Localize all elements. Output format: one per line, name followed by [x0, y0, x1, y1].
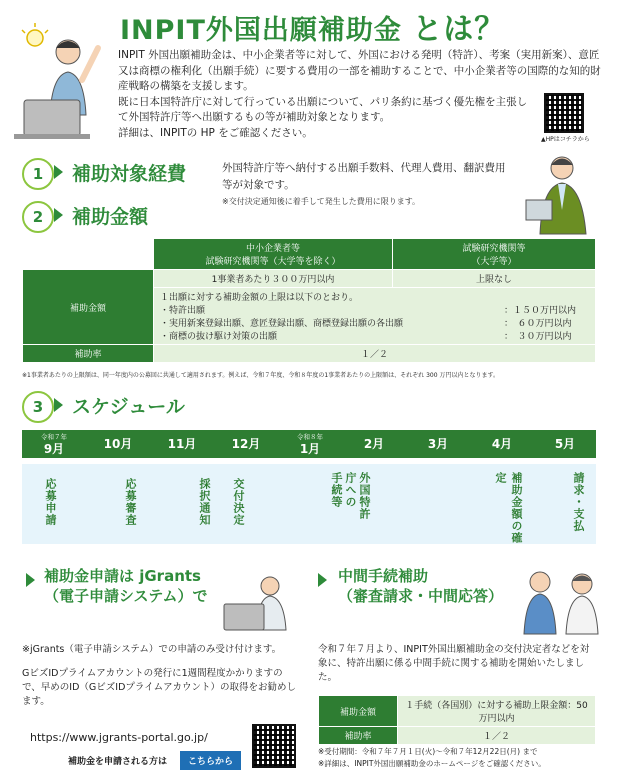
- month-feb: [342, 430, 406, 458]
- jgrants-text-1: ※jGrants（電子申請システム）での申請のみ受け付けます。: [22, 644, 282, 655]
- step-filing-line1: 外国特許: [358, 472, 371, 520]
- qr-caption: ▲HPはコチラから: [541, 136, 590, 143]
- month-jan: [278, 430, 342, 458]
- month-mar: [406, 430, 470, 458]
- section-1-note: ※交付決定通知後に着手して発生した費用に限ります。: [222, 197, 421, 206]
- month-era: 令和８年: [297, 433, 323, 441]
- sme-cap: 1事業者あたり３００万円以内: [154, 270, 393, 288]
- midterm-title-line1: 中間手続補助: [338, 567, 429, 585]
- midterm-title-line2: （審査請求・中間応答）: [338, 587, 504, 605]
- intro-paragraph-3: 詳細は、INPITの HP をご確認ください。: [118, 126, 313, 139]
- month-label: 3月: [427, 437, 449, 451]
- jgrants-text-2: GビズIDプライムアカウントの発行に1週間程度かかりますので、早めのID（GビズIDプライムアカウント）の取得をお勧めします。: [22, 668, 297, 707]
- grant-amount-table: [22, 238, 596, 363]
- table-corner: [23, 239, 154, 270]
- step-confirm-amount: 補助金額の確定: [494, 472, 523, 544]
- month-label: 12月: [231, 437, 261, 451]
- step-review: 応募審査: [124, 478, 137, 526]
- apply-prompt: 補助金を申請される方は: [68, 757, 168, 767]
- list-item: [160, 303, 589, 316]
- step-apply: 応募申請: [44, 478, 57, 526]
- limit-label: ・特許出願: [160, 306, 206, 316]
- month-label: 5月: [554, 437, 576, 451]
- limit-label: ・実用新案登録出願、意匠登録出願、商標登録出願の各出願: [160, 319, 404, 329]
- apply-here-button[interactable]: こちらから: [180, 751, 241, 770]
- limit-value: ：１５０万円以内: [504, 306, 577, 316]
- row-amount-label: 補助金額: [23, 270, 154, 345]
- jgrants-title-line2: （電子申請システム）で: [44, 587, 208, 605]
- schedule-months-bar: [22, 430, 596, 458]
- research-cap: 上限なし: [393, 270, 596, 288]
- intro-paragraph-2: 既に日本国特許庁に対して行っている出願について、パリ条約に基づく優先権を主張して外国特許庁等へ出願するもの等が補助対象となります。: [118, 95, 528, 124]
- businessman-illustration: [520, 150, 610, 235]
- midterm-note-1: ※受付期間：令和７年７月１日(火)～令和７年12月22日(月) まで: [318, 747, 538, 756]
- section-2-title: 補助金額: [72, 206, 149, 228]
- list-item: [160, 316, 589, 329]
- hp-qr-code[interactable]: [544, 93, 584, 133]
- step-claim-payment: 請求・支払: [572, 472, 585, 532]
- limit-label: ・商標の抜け駆け対策の出願: [160, 332, 278, 342]
- chevron-right-icon: [318, 573, 327, 587]
- section-3-number: 3: [22, 391, 54, 423]
- midterm-rate-value: １／２: [398, 727, 596, 745]
- intro-paragraph-1: INPIT 外国出願補助金は、中小企業者等に対して、外国における発明（特許）、考案（実用新案）、意匠又は商標の権利化（出願手続）に要する費用の一部を補助することで、中小企業者等の国際的な知的財産戦略の構築を支援します。: [118, 49, 601, 93]
- section-1-description: 外国特許庁等へ納付する出願手数料、代理人費用、翻訳費用等が対象です。: [222, 162, 506, 191]
- two-people-illustration: [510, 566, 610, 636]
- jgrants-url[interactable]: https://www.jgrants-portal.go.jp/: [30, 731, 208, 744]
- intro-text: [118, 48, 608, 142]
- title-main: INPIT外国出願補助金: [120, 15, 402, 46]
- step-filing-line3: 手続等: [330, 472, 343, 508]
- jgrants-qr-code[interactable]: [252, 724, 296, 768]
- laptop-user-illustration: [220, 574, 290, 634]
- section-1-title: 補助対象経費: [72, 163, 187, 185]
- row-rate-label: 補助率: [23, 345, 154, 363]
- schedule-steps: [22, 464, 596, 544]
- midterm-rate-label: 補助率: [319, 727, 398, 745]
- month-sep: [22, 430, 86, 458]
- col-research-header: 試験研究機関等 （大学等）: [393, 239, 596, 270]
- list-item: [160, 329, 589, 342]
- midterm-title: [338, 566, 503, 606]
- rate-value: １／２: [154, 345, 596, 363]
- month-era: 令和７年: [41, 433, 67, 441]
- section-3-title: スケジュール: [72, 396, 185, 418]
- step-grant-decision: 交付決定: [232, 478, 245, 526]
- jgrants-title-line1: 補助金申請は jGrants: [44, 567, 201, 585]
- step-filing-line2: 庁への: [344, 472, 357, 508]
- limits-intro: １出願に対する補助金額の上限は以下のとおり。: [160, 293, 359, 303]
- month-oct: [86, 430, 150, 458]
- limit-value: ： ３０万円以内: [504, 332, 572, 342]
- month-label: 2月: [363, 437, 385, 451]
- jgrants-title: [44, 566, 208, 606]
- month-label: 11月: [167, 437, 197, 451]
- chevron-right-icon: [54, 208, 63, 222]
- month-label: 10月: [103, 437, 133, 451]
- midterm-amount-label: 補助金額: [319, 696, 398, 727]
- month-label: 1月: [299, 442, 321, 456]
- chevron-right-icon: [54, 398, 63, 412]
- midterm-table: [318, 695, 596, 745]
- section-1-number: 1: [22, 158, 54, 190]
- presenter-illustration: [10, 20, 110, 140]
- page-title: [120, 4, 505, 48]
- month-label: 4月: [491, 437, 513, 451]
- midterm-text: 令和７年７月より、INPIT外国出願補助金の交付決定者などを対象に、特許出願に係る中間手続に関する補助を開始いたしました。: [318, 644, 590, 683]
- col-sme-header: 中小企業者等 試験研究機関等（大学等を除く）: [154, 239, 393, 270]
- chevron-right-icon: [26, 573, 35, 587]
- per-application-limits: [154, 288, 596, 345]
- midterm-amount-value: １手続（各国別）に対する補助上限金額：50万円以内: [398, 696, 596, 727]
- month-nov: [150, 430, 214, 458]
- section-2-footnote: ※1事業者あたりの上限額は、同一年度内の公募回に共通して適用されます。例えば、令和７年度、令和８年度の1事業者あたりの上限額は、それぞれ 300 万円以内となります。: [22, 372, 499, 379]
- month-apr: [470, 430, 534, 458]
- limit-value: ： ６０万円以内: [504, 319, 572, 329]
- chevron-right-icon: [54, 165, 63, 179]
- month-may: [534, 430, 596, 458]
- title-suffix: とは？: [412, 12, 506, 47]
- midterm-note-2: ※詳細は、INPIT外国出願補助金のホームページをご確認ください。: [318, 759, 546, 768]
- section-2-number: 2: [22, 201, 54, 233]
- step-adoption: 採択通知: [198, 478, 211, 526]
- month-dec: [214, 430, 278, 458]
- month-label: 9月: [43, 442, 65, 456]
